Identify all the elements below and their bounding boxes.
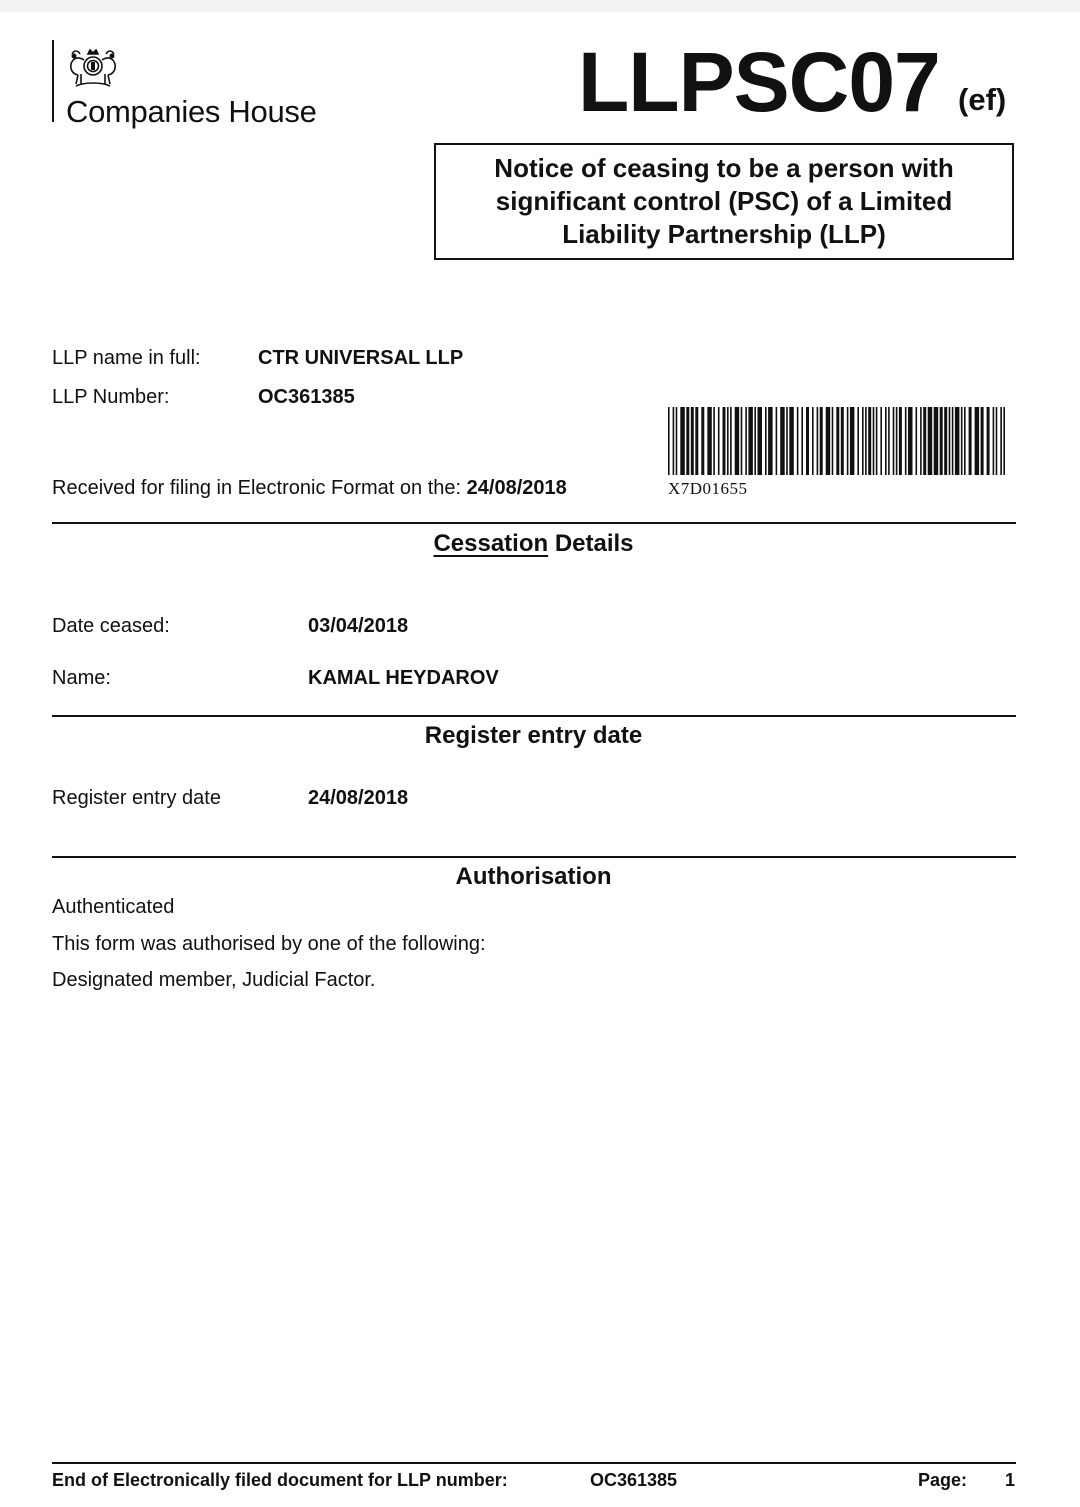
barcode-bar bbox=[723, 407, 726, 475]
date-ceased-label: Date ceased: bbox=[52, 615, 170, 637]
barcode-bar bbox=[952, 407, 954, 475]
royal-crest-icon bbox=[64, 42, 122, 90]
barcode-bar bbox=[975, 407, 980, 475]
barcode-bar bbox=[987, 407, 990, 475]
barcode-bar bbox=[905, 407, 907, 475]
section-divider bbox=[52, 715, 1016, 717]
llp-name-label: LLP name in full: bbox=[52, 347, 201, 369]
llp-name-value: CTR UNIVERSAL LLP bbox=[258, 347, 464, 369]
barcode-bar bbox=[944, 407, 947, 475]
barcode-bar bbox=[964, 407, 966, 475]
authorisation-line-1: Authenticated bbox=[52, 896, 175, 918]
cessation-heading-part2: Details bbox=[554, 530, 634, 557]
barcode-bar bbox=[826, 407, 831, 475]
barcode-bar bbox=[727, 407, 729, 475]
barcode-bar bbox=[868, 407, 871, 475]
cessation-heading bbox=[0, 530, 1067, 558]
barcode-bar bbox=[993, 407, 995, 475]
received-line bbox=[52, 477, 567, 500]
footer-llp-number: OC361385 bbox=[590, 1470, 678, 1490]
barcode-bar bbox=[850, 407, 855, 475]
barcode-bar bbox=[836, 407, 839, 475]
barcode-bar bbox=[857, 407, 859, 475]
barcode-bar bbox=[695, 407, 698, 475]
barcode-bar bbox=[676, 407, 678, 475]
register-heading: Register entry date bbox=[424, 722, 643, 749]
barcode-bar bbox=[969, 407, 972, 475]
barcode-bar bbox=[748, 407, 753, 475]
barcode-bar bbox=[996, 407, 998, 475]
barcode-bar bbox=[1003, 407, 1005, 475]
name-value: KAMAL HEYDAROV bbox=[308, 667, 499, 689]
barcode-bar bbox=[949, 407, 951, 475]
document-page bbox=[0, 12, 1080, 1507]
authorisation-heading: Authorisation bbox=[455, 863, 612, 890]
barcode-bar bbox=[908, 407, 913, 475]
barcode-bar bbox=[961, 407, 963, 475]
footer-divider bbox=[52, 1462, 1016, 1464]
cessation-heading-part1: Cessation bbox=[433, 530, 549, 557]
barcode-bar bbox=[701, 407, 704, 475]
register-entry-label: Register entry date bbox=[52, 787, 221, 809]
barcode-bar bbox=[981, 407, 984, 475]
barcode-bar bbox=[893, 407, 895, 475]
barcode-bar bbox=[888, 407, 890, 475]
barcode-bar bbox=[865, 407, 867, 475]
form-title: Notice of ceasing to be a person with significant control (PSC) of a Limited Liability Partnership (LLP) bbox=[494, 153, 954, 249]
barcode-bar bbox=[745, 407, 747, 475]
barcode-bar bbox=[801, 407, 803, 475]
barcode-bar bbox=[817, 407, 819, 475]
section-divider bbox=[52, 856, 1016, 858]
received-date: 24/08/2018 bbox=[466, 477, 567, 499]
barcode-bar bbox=[730, 407, 732, 475]
barcode-bar bbox=[765, 407, 767, 475]
barcode-bar bbox=[668, 407, 670, 475]
barcode-id: X7D01655 bbox=[668, 479, 748, 498]
barcode-bar bbox=[718, 407, 720, 475]
barcode-bar bbox=[768, 407, 773, 475]
barcode bbox=[668, 407, 1008, 475]
barcode-bar bbox=[841, 407, 844, 475]
barcode-bar bbox=[713, 407, 715, 475]
barcode-bar bbox=[673, 407, 675, 475]
barcode-bar bbox=[934, 407, 939, 475]
barcode-bar bbox=[806, 407, 809, 475]
barcode-bar bbox=[797, 407, 799, 475]
barcode-bar bbox=[876, 407, 878, 475]
date-ceased-value: 03/04/2018 bbox=[308, 615, 409, 637]
barcode-bar bbox=[758, 407, 763, 475]
organisation-name: Companies House bbox=[66, 94, 317, 129]
barcode-bar bbox=[862, 407, 864, 475]
barcode-bar bbox=[686, 407, 689, 475]
barcode-bar bbox=[832, 407, 834, 475]
barcode-bar bbox=[885, 407, 887, 475]
llp-number-value: OC361385 bbox=[258, 386, 355, 408]
barcode-bar bbox=[923, 407, 926, 475]
barcode-bar bbox=[1000, 407, 1002, 475]
name-label: Name: bbox=[52, 667, 111, 689]
barcode-bar bbox=[707, 407, 712, 475]
authorisation-line-3: Designated member, Judicial Factor. bbox=[52, 969, 376, 991]
barcode-bar bbox=[940, 407, 943, 475]
authorisation-line-2: This form was authorised by one of the following: bbox=[52, 933, 486, 955]
barcode-bar bbox=[899, 407, 902, 475]
barcode-bar bbox=[776, 407, 778, 475]
footer-page-number: 1 bbox=[1005, 1470, 1016, 1490]
received-label: Received for filing in Electronic Format on the: bbox=[52, 477, 462, 499]
section-divider bbox=[52, 522, 1016, 524]
barcode-bar bbox=[789, 407, 794, 475]
barcode-bar bbox=[741, 407, 743, 475]
register-entry-value: 24/08/2018 bbox=[308, 787, 409, 809]
barcode-bar bbox=[880, 407, 882, 475]
barcode-bar bbox=[780, 407, 785, 475]
barcode-bar bbox=[754, 407, 756, 475]
barcode-bar bbox=[691, 407, 694, 475]
barcode-bar bbox=[786, 407, 788, 475]
barcode-bar bbox=[735, 407, 740, 475]
barcode-bar bbox=[896, 407, 898, 475]
barcode-bar bbox=[820, 407, 823, 475]
form-code: LLPSC07 bbox=[578, 35, 940, 129]
barcode-bar bbox=[812, 407, 814, 475]
barcode-bar bbox=[847, 407, 849, 475]
barcode-bar bbox=[955, 407, 960, 475]
barcode-bar bbox=[873, 407, 875, 475]
form-suffix: (ef) bbox=[958, 82, 1007, 117]
logo-divider bbox=[52, 40, 54, 122]
barcode-bar bbox=[920, 407, 922, 475]
form-title-box bbox=[434, 143, 1014, 260]
footer-text: End of Electronically filed document for LLP number: bbox=[52, 1470, 508, 1490]
footer-page-label: Page: bbox=[918, 1470, 968, 1490]
barcode-bar bbox=[680, 407, 685, 475]
barcode-bar bbox=[928, 407, 933, 475]
llp-number-label: LLP Number: bbox=[52, 386, 170, 408]
barcode-bar bbox=[916, 407, 918, 475]
